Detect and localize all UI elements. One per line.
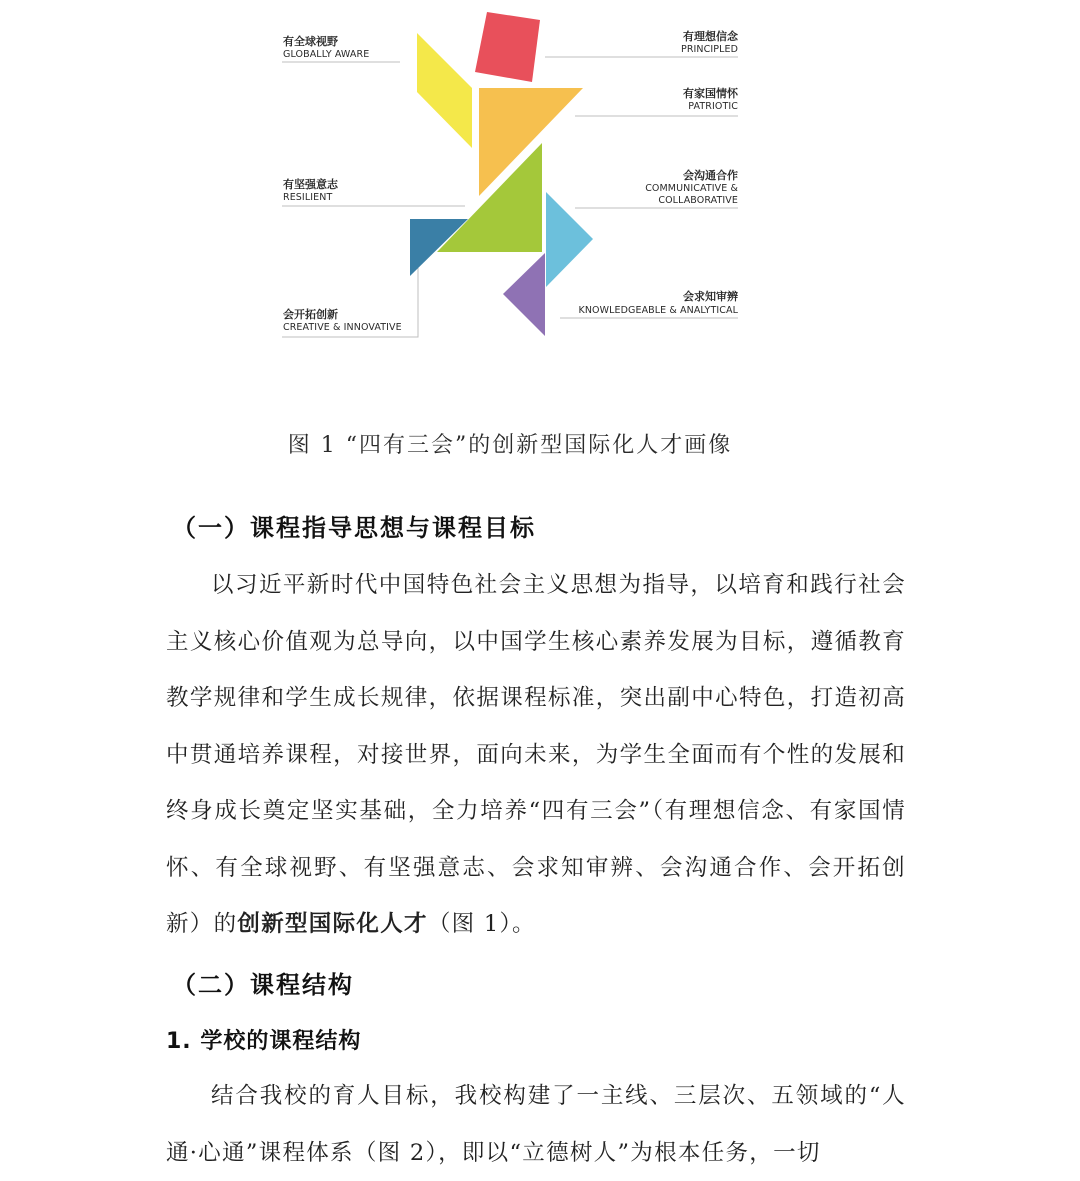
section-heading-1: （一）课程指导思想与课程目标 bbox=[172, 514, 536, 542]
tangram-figure bbox=[270, 0, 750, 350]
label-knowledgeable-en: KNOWLEDGEABLE & ANALYTICAL bbox=[578, 305, 738, 316]
light-blue-triangle-piece bbox=[546, 192, 593, 287]
section-heading-2: （二）课程结构 bbox=[172, 971, 354, 999]
subsection-heading: 1. 学校的课程结构 bbox=[166, 1029, 362, 1054]
label-communicative-en-1: COMMUNICATIVE & bbox=[645, 183, 738, 194]
label-knowledgeable-cn: 会求知审辨 bbox=[683, 290, 738, 303]
red-square-piece bbox=[475, 12, 540, 82]
label-patriotic-en: PATRIOTIC bbox=[688, 101, 738, 112]
purple-triangle-piece bbox=[503, 253, 545, 336]
paragraph-guiding-ideology bbox=[166, 557, 906, 953]
paragraph-text: 以习近平新时代中国特色社会主义思想为指导，以培育和践行社会主义核心价值观为总导向，以中国学生核心素养发展为目标，遵循教育教学规律和学生成长规律，依据课程标准，突出副中心特色，打造初高中贯通培养课程，对接世界，面向未来，为学生全面而有个性的发展和终身成长奠定坚实基础，全力培养“四有三会”（有理想信念、有家国情怀、有全球视野、有坚强意志、会求知审辨、会沟通合作、会开拓创新）的 bbox=[166, 572, 906, 937]
talent-portrait-figure bbox=[270, 0, 750, 350]
paragraph-text-tail: （图 1）。 bbox=[427, 911, 536, 937]
label-creative-en: CREATIVE & INNOVATIVE bbox=[283, 322, 402, 333]
label-communicative-en-2: COLLABORATIVE bbox=[658, 195, 738, 206]
label-communicative-cn: 会沟通合作 bbox=[683, 169, 738, 182]
label-principled-en: PRINCIPLED bbox=[680, 44, 738, 55]
yellow-parallelogram-piece bbox=[417, 33, 472, 148]
figure-caption: 图 1 “四有三会”的创新型国际化人才画像 bbox=[287, 433, 733, 458]
paragraph-bold-term: 创新型国际化人才 bbox=[237, 911, 428, 937]
label-globally-aware-cn: 有全球视野 bbox=[283, 35, 338, 48]
label-creative-cn: 会开拓创新 bbox=[283, 308, 338, 321]
label-principled-cn: 有理想信念 bbox=[683, 30, 738, 43]
label-resilient-cn: 有坚强意志 bbox=[283, 178, 338, 191]
label-resilient-en: RESILIENT bbox=[283, 192, 333, 203]
paragraph-course-structure: 结合我校的育人目标，我校构建了一主线、三层次、五领域的“人通·心通”课程体系（图 2），即以“立德树人”为根本任务，一切 bbox=[166, 1083, 906, 1166]
label-patriotic-cn: 有家国情怀 bbox=[683, 87, 738, 100]
label-globally-aware-en: GLOBALLY AWARE bbox=[283, 49, 370, 60]
